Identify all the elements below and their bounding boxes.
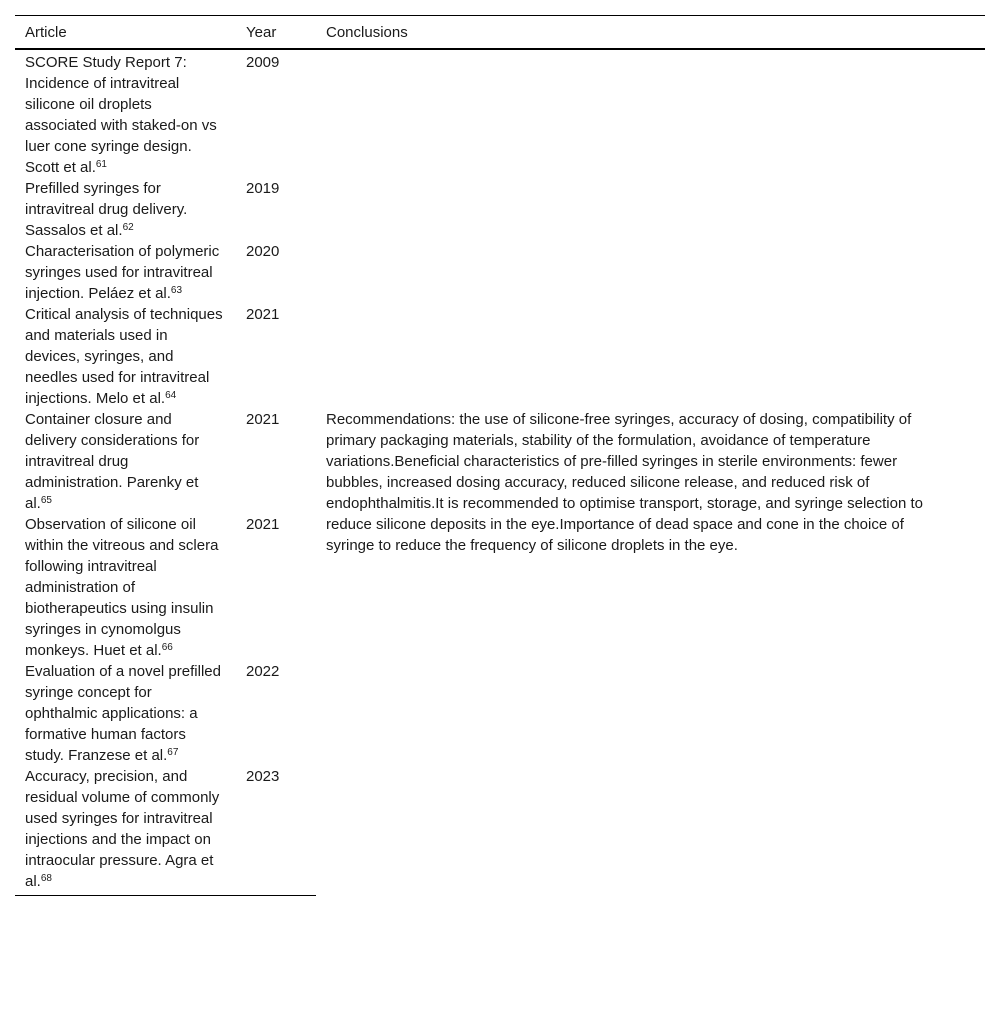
article-cell [15,178,236,241]
article-title: SCORE Study Report 7: Incidence of intravitreal silicone oil droplets associated with staked-on vs luer cone syringe design. Scott et al. [25,54,217,176]
year-cell: 2009 [246,54,280,71]
article-cell [15,304,236,409]
conclusions-cell [316,49,985,178]
article-cell [15,766,236,896]
year-cell: 2021 [246,306,280,323]
article-cell [15,661,236,766]
table-row [15,304,985,409]
conclusions-cell [316,241,985,304]
article-title: Observation of silicone oil within the vitreous and sclera following intravitreal administration of biotherapeutics using insulin syringes in cynomolgus monkeys. Huet et al. [25,516,219,659]
article-title: Container closure and delivery considerations for intravitreal drug administration. Parenky et al. [25,411,200,512]
column-header-year: Year [236,16,316,50]
year-cell: 2019 [246,180,280,197]
conclusions-text: Recommendations: the use of silicone-free syringes, accuracy of dosing, compatibility of primary packaging materials, stability of the formulation, avoidance of temperature variations.Beneficial characteristics of pre-filled syringes in sterile environments: fewer bubbles, increased dosing accuracy, reduced silicone release, and reduced risk of endophthalmitis.It is recommended to optimise transport, storage, and syringe selection to reduce silicone deposits in the eye.Importance of dead space and cone in the choice of syringe to reduce the frequency of silicone droplets in the eye. [326,411,923,554]
reference-number: 67 [167,747,179,758]
article-cell [15,409,236,514]
reference-number: 61 [95,159,107,170]
column-header-article: Article [15,16,236,50]
article-title: Accuracy, precision, and residual volume of commonly used syringes for intravitreal injections and the impact on intraocular pressure. Agra et al. [25,768,220,890]
reference-number: 63 [170,285,183,296]
article-cell [15,514,236,661]
conclusions-cell [316,304,985,409]
article-title: Evaluation of a novel prefilled syringe concept for ophthalmic applications: a formative human factors study. Franzese et al. [25,663,221,764]
reference-number: 66 [161,642,173,653]
article-title: Prefilled syringes for intravitreal drug delivery. Sassalos et al. [25,180,188,239]
column-header-conclusions: Conclusions [316,16,985,50]
year-cell: 2021 [246,516,280,533]
table-header-row [15,16,985,50]
table-row [15,178,985,241]
article-cell [15,241,236,304]
year-cell: 2021 [246,411,280,428]
table-row [15,49,985,178]
table-row [15,241,985,304]
reference-number: 65 [40,495,52,506]
syringe-studies-table [15,15,985,896]
reference-number: 68 [40,873,52,884]
reference-number: 62 [122,222,134,233]
conclusions-cell [316,178,985,241]
year-cell: 2023 [236,766,316,896]
conclusions-cell [316,409,985,896]
reference-number: 64 [165,390,177,401]
article-title: Critical analysis of techniques and materials used in devices, syringes, and needles used for intravitreal injections. Melo et al. [25,306,223,407]
year-cell: 2022 [246,663,280,680]
table-row [15,409,985,514]
syringe-studies-table-wrapper [15,15,985,896]
year-cell: 2020 [246,243,280,260]
article-cell [15,49,236,178]
article-title: Characterisation of polymeric syringes used for intravitreal injection. Peláez et al. [25,243,220,302]
